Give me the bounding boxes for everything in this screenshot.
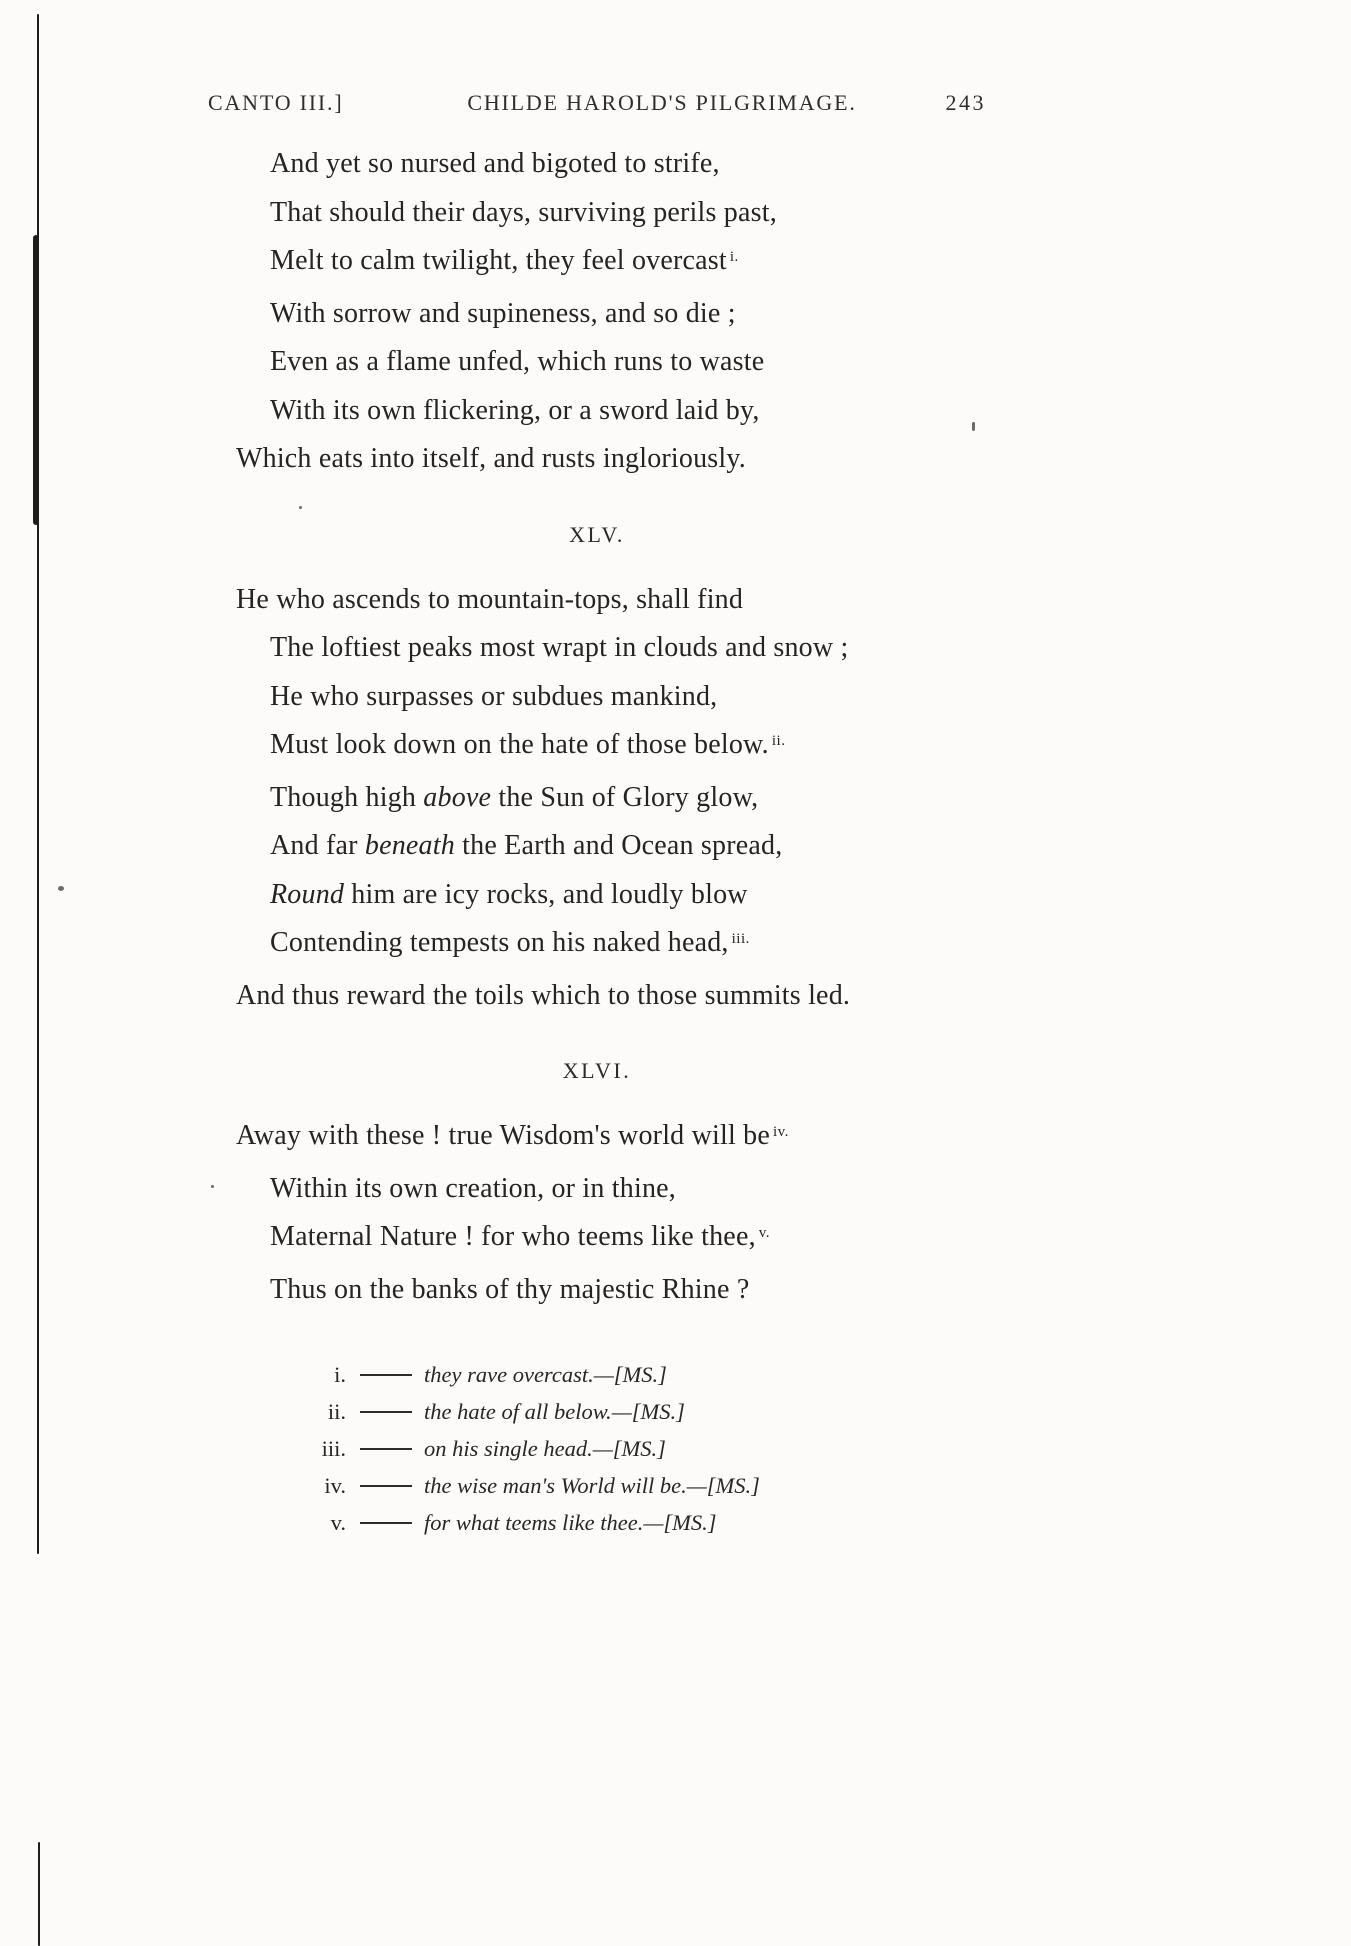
binding-line <box>38 1842 40 1946</box>
footnote-dash-rule <box>360 1485 412 1487</box>
line-text: Which eats into itself, and rusts ingloriously. <box>236 443 746 474</box>
poem-line <box>208 871 986 920</box>
italic-text: beneath <box>364 830 455 861</box>
scan-speck <box>58 886 64 891</box>
stanza <box>208 1112 986 1314</box>
footnote-source: —[MS.] <box>593 1362 667 1387</box>
line-text: With sorrow and supineness, and so die ; <box>270 297 736 329</box>
footnote <box>208 1430 986 1467</box>
page-number: 243 <box>945 90 986 115</box>
line-text: Away with these ! true Wisdom's world will be <box>236 1120 770 1151</box>
footnote-source: —[MS.] <box>643 1510 717 1535</box>
footnote-label: iv. <box>324 1473 346 1498</box>
line-text: Even as a flame unfed, which runs to waste <box>270 346 765 377</box>
footnote-dash-rule <box>360 1522 412 1524</box>
footnote <box>208 1393 986 1430</box>
line-text: Though high <box>270 781 424 813</box>
line-text: Thus on the banks of thy majestic Rhine ? <box>270 1273 750 1305</box>
line-text: the Earth and Ocean spread, <box>454 830 783 861</box>
footnote-label: v. <box>330 1510 346 1535</box>
poem-line <box>208 1213 986 1266</box>
line-text: He who ascends to mountain-tops, shall find <box>236 583 744 615</box>
header-canto: CANTO III.] <box>208 90 344 115</box>
line-text: He who surpasses or subdues mankind, <box>270 680 718 712</box>
stanza <box>208 576 986 1021</box>
poem-body <box>208 140 986 1314</box>
poem-line <box>208 140 986 189</box>
footnote-text: the wise man's World will be. <box>424 1473 687 1498</box>
page-header <box>208 90 986 116</box>
binding-line-blot <box>33 235 39 525</box>
line-text: Must look down on the hate of those below. <box>270 729 769 760</box>
line-text: the Sun of Glory glow, <box>491 781 759 813</box>
poem-line <box>208 624 986 673</box>
line-text: The loftiest peaks most wrapt in clouds and snow ; <box>270 632 849 663</box>
footnote-text: they rave overcast. <box>424 1362 594 1387</box>
poem-line <box>208 189 986 238</box>
line-text: And yet so nursed and bigoted to strife, <box>270 148 720 179</box>
footnote-text: on his single head. <box>424 1436 593 1461</box>
line-text: Melt to calm twilight, they feel overcast <box>270 245 727 276</box>
footnote-dash-rule <box>360 1448 412 1450</box>
line-text: With its own flickering, or a sword laid by, <box>270 394 760 426</box>
line-text: And thus reward the toils which to those summits led. <box>236 979 851 1011</box>
poem-line <box>208 1266 986 1315</box>
line-text: Maternal Nature ! for who teems like thee, <box>270 1221 756 1252</box>
poem-line <box>208 673 986 722</box>
line-text: That should their days, surviving perils past, <box>270 196 777 228</box>
poem-line <box>208 338 986 387</box>
footnote-dash-rule <box>360 1411 412 1413</box>
footnote-label: i. <box>334 1362 346 1387</box>
footnotes-block <box>208 1356 986 1541</box>
line-text: Contending tempests on his naked head, <box>270 927 729 958</box>
stanza <box>208 140 986 484</box>
footnote <box>208 1467 986 1504</box>
footnote-label: ii. <box>327 1399 346 1424</box>
stanza-number: XLV. <box>569 521 625 547</box>
poem-line <box>208 576 986 625</box>
footnote-reference: v. <box>758 1224 771 1241</box>
footnote-source: —[MS.] <box>611 1399 685 1424</box>
footnote-reference: i. <box>729 248 739 265</box>
line-text: And far <box>270 830 365 861</box>
poem-line <box>208 774 986 823</box>
italic-text: above <box>423 781 492 813</box>
poem-line <box>208 387 986 436</box>
footnote-reference: iv. <box>772 1123 789 1140</box>
poem-line <box>208 1112 986 1165</box>
italic-text: Round <box>270 878 345 910</box>
poem-line <box>208 435 986 484</box>
poem-line <box>208 919 986 972</box>
footnote-label: iii. <box>321 1436 346 1461</box>
footnote-reference: ii. <box>771 732 786 749</box>
poem-line <box>208 721 986 774</box>
poem-line <box>208 822 986 871</box>
line-text: Within its own creation, or in thine, <box>270 1172 676 1204</box>
footnote-source: —[MS.] <box>592 1436 666 1461</box>
poem-line <box>208 972 986 1021</box>
footnote-dash-rule <box>360 1374 412 1376</box>
poem-line <box>208 237 986 290</box>
stanza-number: XLVI. <box>562 1058 632 1083</box>
header-title: CHILDE HAROLD'S PILGRIMAGE. <box>467 90 857 115</box>
footnote-source: —[MS.] <box>686 1473 760 1498</box>
poem-line <box>208 290 986 339</box>
page-content <box>208 0 986 1541</box>
footnote <box>208 1356 986 1393</box>
poem-line <box>208 1165 986 1214</box>
line-text: him are icy rocks, and loudly blow <box>344 878 748 910</box>
footnote-text: for what teems like thee. <box>424 1510 644 1535</box>
footnote-text: the hate of all below. <box>424 1399 612 1424</box>
footnote <box>208 1504 986 1541</box>
footnote-reference: iii. <box>731 930 750 947</box>
